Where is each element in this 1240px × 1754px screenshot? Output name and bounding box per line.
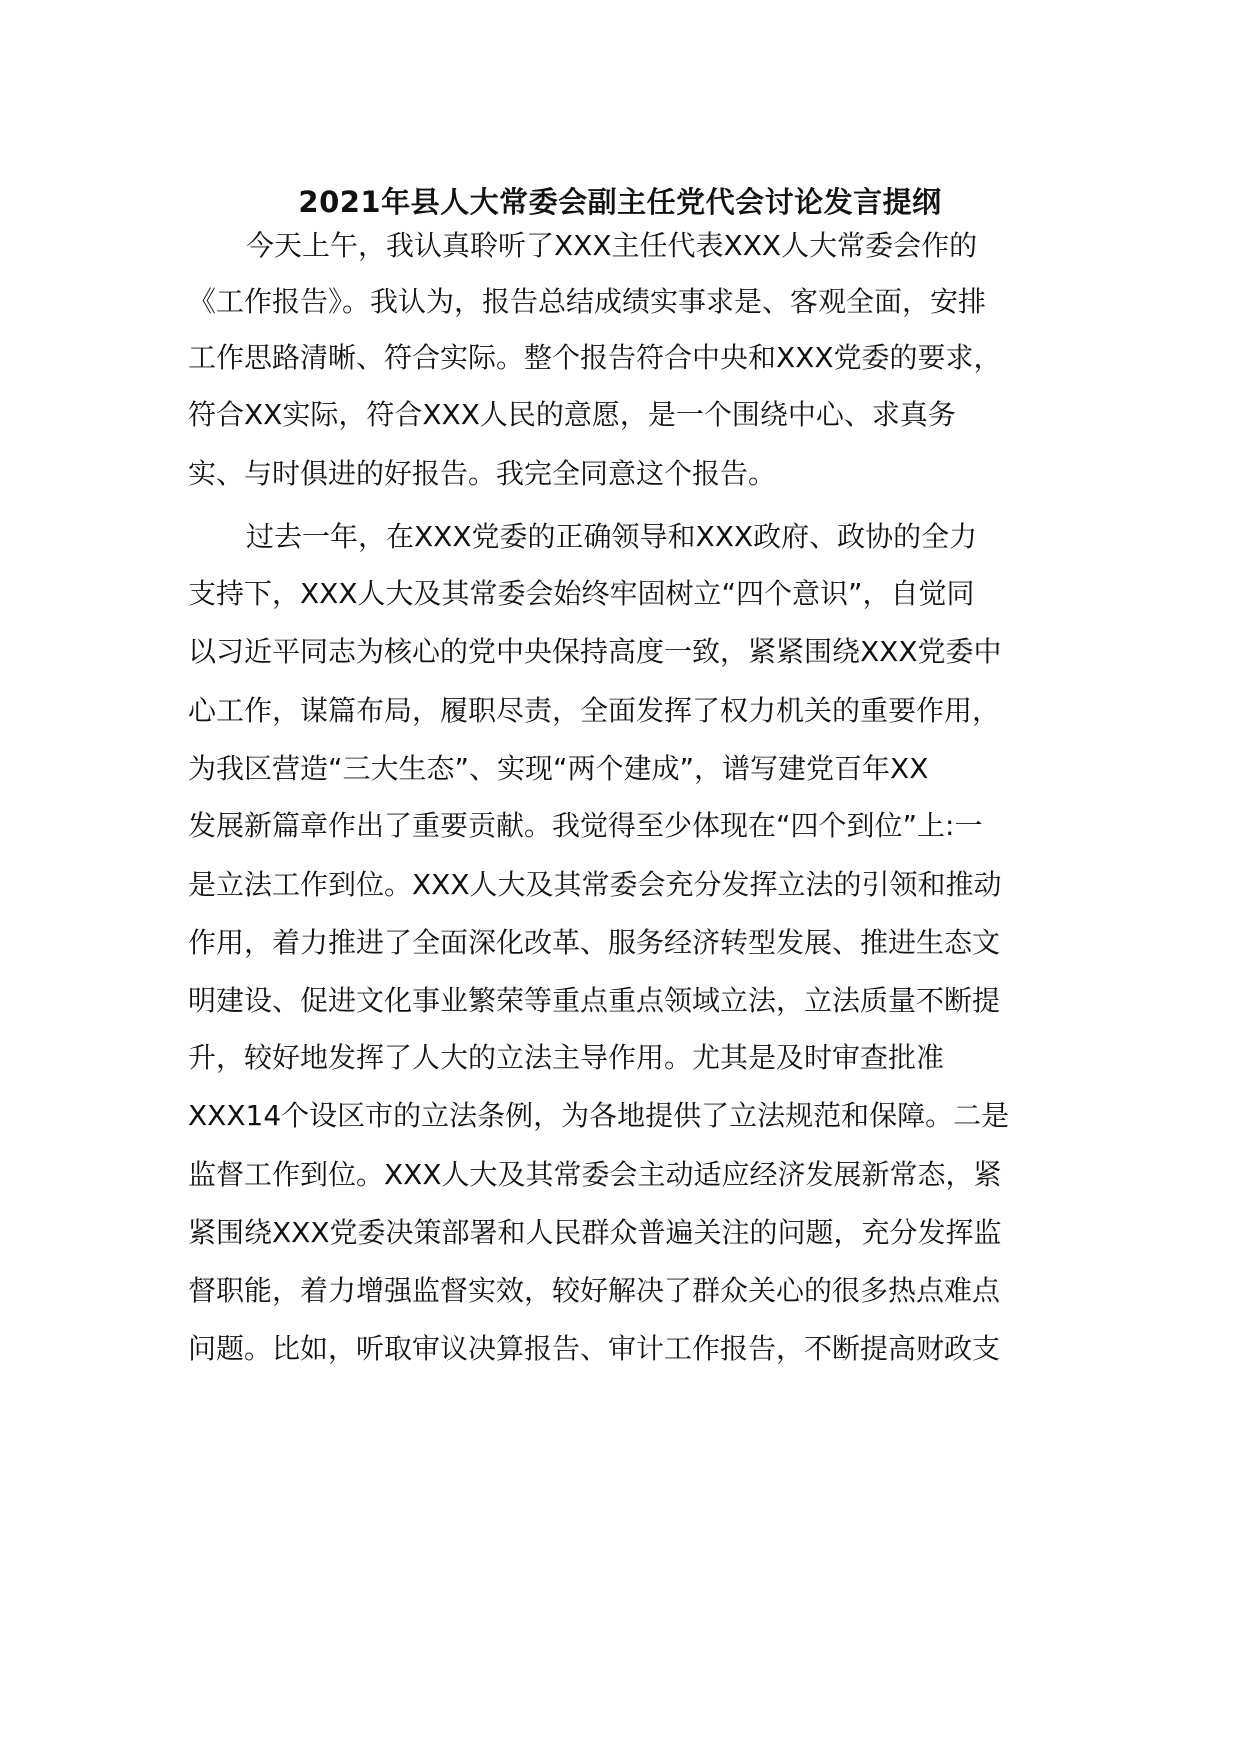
paragraph-2-line-15: 问题。比如，听取审议决算报告、审计工作报告，不断提高财政支	[188, 1332, 1001, 1365]
paragraph-2-line-4: 心工作，谋篇布局，履职尽责，全面发挥了权力机关的重要作用，	[188, 694, 1001, 727]
paragraph-1-line-4: 符合XX实际，符合XXX人民的意愿，是一个围绕中心、求真务	[188, 398, 956, 431]
paragraph-2-line-5: 为我区营造“三大生态”、实现“两个建成”，谱写建党百年XX	[188, 752, 929, 785]
document-title: 2021年县人大常委会副主任党代会讨论发言提纲	[298, 185, 942, 219]
paragraph-2-line-12: 监督工作到位。XXX人大及其常委会主动适应经济发展新常态，紧	[188, 1158, 1002, 1191]
paragraph-2-line-14: 督职能，着力增强监督实效，较好解决了群众关心的很多热点难点	[188, 1274, 1001, 1307]
paragraph-1-line-1: 今天上午，我认真聆听了XXX主任代表XXX人大常委会作的	[246, 229, 978, 262]
paragraph-2-line-13: 紧围绕XXX党委决策部署和人民群众普遍关注的问题，充分发挥监	[188, 1216, 1002, 1249]
paragraph-2-line-11: XXX14个设区市的立法条例，为各地提供了立法规范和保障。二是	[188, 1099, 1010, 1132]
paragraph-2-line-10: 升，较好地发挥了人大的立法主导作用。尤其是及时审查批准	[188, 1041, 945, 1074]
paragraph-2-line-6: 发展新篇章作出了重要贡献。我觉得至少体现在“四个到位”上:一	[188, 809, 983, 842]
paragraph-2-line-9: 明建设、促进文化事业繁荣等重点重点领域立法，立法质量不断提	[188, 984, 1001, 1017]
paragraph-1-line-3: 工作思路清晰、符合实际。整个报告符合中央和XXX党委的要求，	[188, 341, 1002, 374]
paragraph-2-line-1: 过去一年，在XXX党委的正确领导和XXX政府、政协的全力	[246, 520, 978, 553]
paragraph-2-line-8: 作用，着力推进了全面深化改革、服务经济转型发展、推进生态文	[188, 926, 1001, 959]
paragraph-2-line-7: 是立法工作到位。XXX人大及其常委会充分发挥立法的引领和推动	[188, 868, 1002, 901]
paragraph-2-line-3: 以习近平同志为核心的党中央保持高度一致，紧紧围绕XXX党委中	[188, 635, 1002, 668]
paragraph-1-line-5: 实、与时俱进的好报告。我完全同意这个报告。	[188, 457, 777, 490]
paragraph-2-line-2: 支持下，XXX人大及其常委会始终牢固树立“四个意识”，自觉同	[188, 577, 975, 610]
paragraph-1-line-2: 《工作报告》。我认为，报告总结成绩实事求是、客观全面，安排	[188, 285, 987, 318]
